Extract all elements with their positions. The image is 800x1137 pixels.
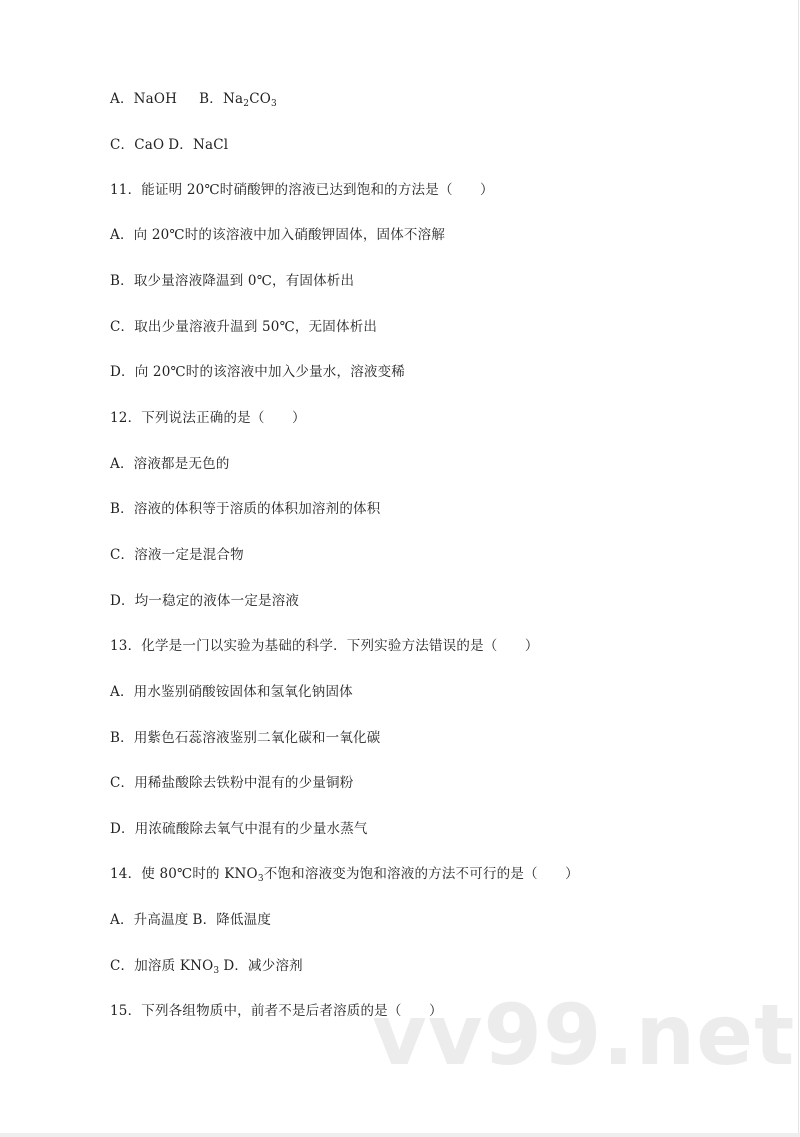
watermark: vv99.net xyxy=(372,986,796,1084)
q12-option-a: A．溶液都是无色的 xyxy=(110,456,230,472)
q13-option-c: C．用稀盐酸除去铁粉中混有的少量铜粉 xyxy=(110,775,354,791)
q14-option-d: D．减少溶剂 xyxy=(223,958,303,974)
option-b: B．$Na_2CO_3$ xyxy=(199,91,277,109)
q14-option-b: B．降低温度 xyxy=(192,912,272,928)
q14-options-cd xyxy=(110,957,303,975)
q14-options-ab xyxy=(110,911,271,929)
question-13: 13．化学是一门以实验为基础的科学．下列实验方法错误的是（ ） xyxy=(110,638,539,654)
q12-option-b: B．溶液的体积等于溶质的体积加溶剂的体积 xyxy=(110,501,381,517)
q11-option-c: C．取出少量溶液升温到 50℃，无固体析出 xyxy=(110,319,378,335)
q14-option-c: C．加溶质 $KNO_3$ xyxy=(110,958,220,976)
question-14: 14．使 80℃时的 $KNO_3$不饱和溶液变为饱和溶液的方法不可行的是（ ） xyxy=(110,866,579,884)
option-c: C．CaO xyxy=(110,137,165,153)
options-row-q10-cd xyxy=(110,136,228,154)
options-row-q10-ab xyxy=(110,90,277,108)
question-15: 15．下列各组物质中，前者不是后者溶质的是（ ） xyxy=(110,1003,443,1019)
q13-option-a: A．用水鉴别硝酸铵固体和氢氧化钠固体 xyxy=(110,684,353,700)
q13-option-b: B．用紫色石蕊溶液鉴别二氧化碳和一氧化碳 xyxy=(110,730,381,746)
q11-option-d: D．向 20℃时的该溶液中加入少量水，溶液变稀 xyxy=(110,364,405,380)
q12-option-d: D．均一稳定的液体一定是溶液 xyxy=(110,593,300,609)
q13-option-d: D．用浓硫酸除去氧气中混有的少量水蒸气 xyxy=(110,821,368,837)
option-d: D．NaCl xyxy=(168,137,229,153)
q12-option-c: C．溶液一定是混合物 xyxy=(110,547,244,563)
q11-option-a: A．向 20℃时的该溶液中加入硝酸钾固体，固体不溶解 xyxy=(110,227,446,243)
q11-option-b: B．取少量溶液降温到 0℃，有固体析出 xyxy=(110,273,355,289)
question-12: 12．下列说法正确的是（ ） xyxy=(110,410,306,426)
q14-option-a: A．升高温度 xyxy=(110,912,189,928)
option-a: A．NaOH xyxy=(110,91,178,107)
page-bottom-edge xyxy=(0,1133,800,1137)
question-11: 11．能证明 20℃时硝酸钾的溶液已达到饱和的方法是（ ） xyxy=(110,182,494,198)
